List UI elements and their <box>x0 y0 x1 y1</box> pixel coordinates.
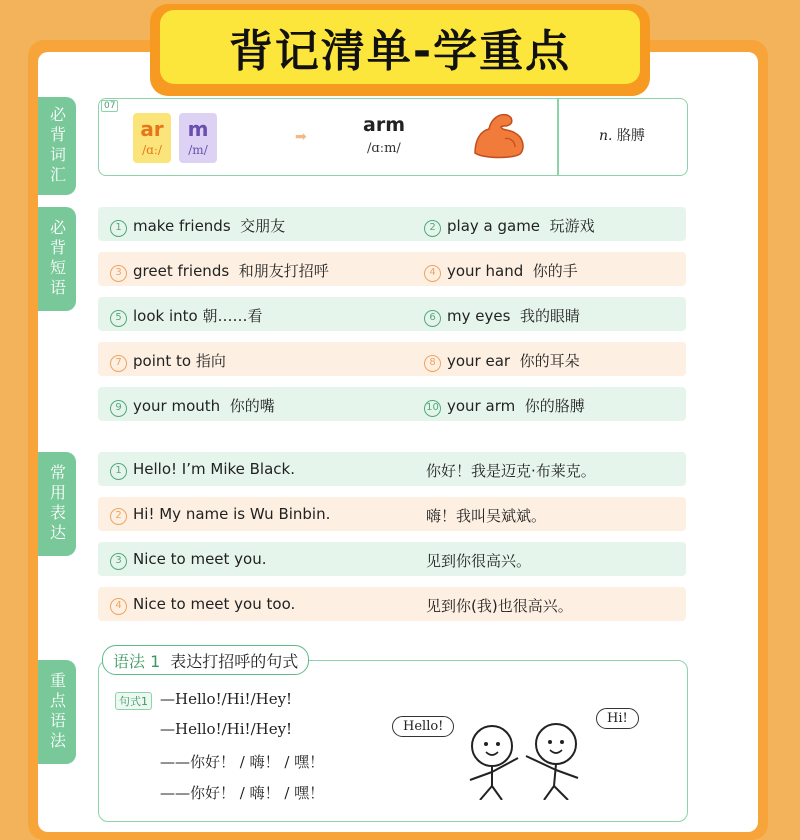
item-number: 3 <box>110 265 127 282</box>
phrase-item <box>424 260 578 282</box>
phonics-card-ar <box>133 113 171 163</box>
vocab-word: arm <box>363 114 405 136</box>
expression-chinese: 见到你很高兴。 <box>426 552 532 570</box>
phrase-text: my eyes 我的眼睛 <box>447 307 580 325</box>
item-number: 1 <box>110 463 127 480</box>
grammar-heading: 表达打招呼的句式 <box>170 651 299 671</box>
item-number: 9 <box>110 400 127 417</box>
item-number: 5 <box>110 310 127 327</box>
phrase-text: your hand 你的手 <box>447 262 578 280</box>
grammar-line: —Hello!/Hi!/Hey! <box>160 720 293 738</box>
grammar-title <box>102 645 309 675</box>
expression-row <box>98 542 686 576</box>
phrase-item <box>424 350 580 372</box>
part-of-speech: n. <box>599 128 613 144</box>
expression-text: Hello! I’m Mike Black. <box>133 460 295 478</box>
item-number: 10 <box>424 400 441 417</box>
phrase-text: look into 朝……看 <box>133 307 263 325</box>
phrase-item <box>110 395 275 417</box>
vocab-card <box>98 98 688 176</box>
phonics-letters: m <box>187 117 209 141</box>
vocab-meaning <box>599 125 645 145</box>
expression-english <box>110 550 267 570</box>
vocab-index: 07 <box>101 100 118 112</box>
item-number: 2 <box>424 220 441 237</box>
phrase-item <box>110 305 262 327</box>
item-number: 1 <box>110 220 127 237</box>
phrase-row <box>98 207 686 241</box>
vocab-phonetic: /ɑːm/ <box>367 141 401 156</box>
expression-row <box>98 497 686 531</box>
expression-text: Hi! My name is Wu Binbin. <box>133 505 331 523</box>
expression-chinese: 见到你(我)也很高兴。 <box>426 597 573 615</box>
greeting-figures-illustration <box>456 720 596 800</box>
expression-english <box>110 505 330 525</box>
phrase-text: your mouth 你的嘴 <box>133 397 275 415</box>
phrase-item <box>424 395 585 417</box>
phrase-text: play a game 玩游戏 <box>447 217 595 235</box>
speech-bubble-hello: Hello! <box>392 716 454 737</box>
phrase-item <box>110 215 285 237</box>
item-number: 3 <box>110 553 127 570</box>
phrase-text: your ear 你的耳朵 <box>447 352 580 370</box>
grammar-line: ——你好！ / 嗨！ / 嘿！ <box>160 784 325 802</box>
speech-bubble-hi: Hi! <box>596 708 639 729</box>
phrase-text: point to 指向 <box>133 352 226 370</box>
item-number: 7 <box>110 355 127 372</box>
expression-chinese: 嗨！我叫吴斌斌。 <box>426 507 547 525</box>
phonics-sound: /m/ <box>188 143 208 157</box>
phrase-text: make friends 交朋友 <box>133 217 286 235</box>
expression-chinese: 你好！我是迈克·布莱克。 <box>426 462 596 480</box>
phonics-card-m <box>179 113 217 163</box>
tab-expressions: 常用表达 <box>38 452 76 556</box>
pattern-badge: 句式1 <box>115 692 152 710</box>
phrase-row <box>98 342 686 376</box>
phrase-row <box>98 252 686 286</box>
grammar-line: ——你好！ / 嗨！ / 嘿！ <box>160 753 325 771</box>
tab-vocab: 必背词汇 <box>38 97 76 195</box>
phrase-item <box>424 215 595 237</box>
item-number: 4 <box>110 598 127 615</box>
item-number: 2 <box>110 508 127 525</box>
item-number: 8 <box>424 355 441 372</box>
expression-row <box>98 587 686 621</box>
phrase-item <box>110 260 329 282</box>
phrase-text: your arm 你的胳膊 <box>447 397 585 415</box>
phonics-sound: /ɑː/ <box>142 143 162 157</box>
phrase-item <box>110 350 226 372</box>
phonics-letters: ar <box>140 117 164 141</box>
meaning-text: 胳膊 <box>616 128 645 144</box>
tab-phrases: 必背短语 <box>38 207 76 311</box>
flexed-arm-icon <box>469 109 529 161</box>
expression-text: Nice to meet you too. <box>133 595 296 613</box>
divider <box>557 99 559 175</box>
grammar-label: 语法 1 <box>113 651 161 671</box>
item-number: 6 <box>424 310 441 327</box>
item-number: 4 <box>424 265 441 282</box>
expression-row <box>98 452 686 486</box>
phrase-text: greet friends 和朋友打招呼 <box>133 262 329 280</box>
phrase-row <box>98 387 686 421</box>
arrow-right-icon: ➡ <box>295 129 307 145</box>
phrase-row <box>98 297 686 331</box>
expression-text: Nice to meet you. <box>133 550 267 568</box>
phrase-item <box>424 305 580 327</box>
grammar-line: —Hello!/Hi!/Hey! <box>160 690 293 708</box>
expression-english <box>110 595 295 615</box>
page-title: 背记清单-学重点 <box>160 10 640 84</box>
tab-grammar: 重点语法 <box>38 660 76 764</box>
expression-english <box>110 460 295 480</box>
